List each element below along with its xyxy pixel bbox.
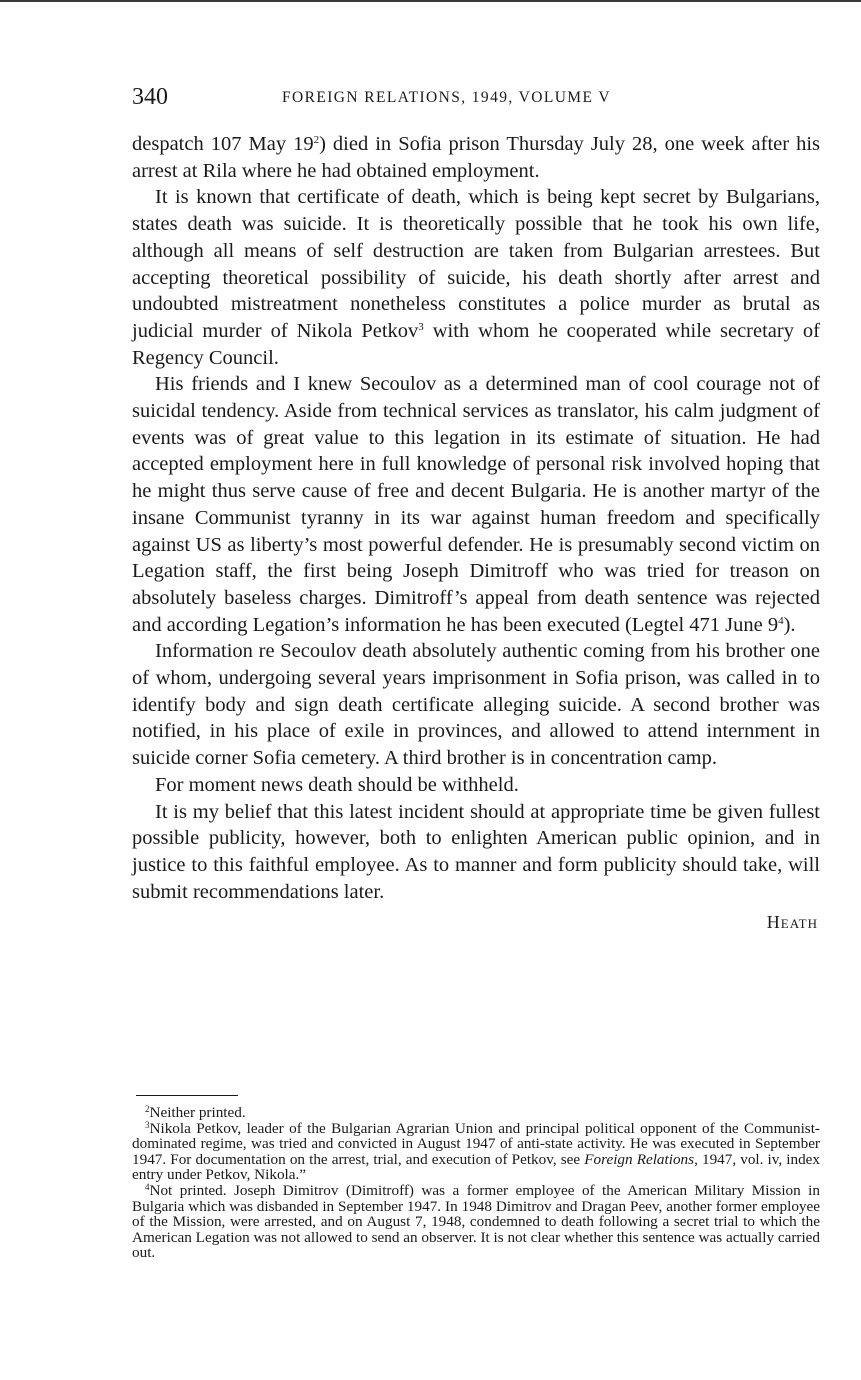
- running-head: FOREIGN RELATIONS, 1949, VOLUME V: [282, 89, 611, 106]
- footnote: [132, 1105, 820, 1121]
- footnote-number: 2: [145, 1104, 150, 1114]
- footnote-italic: Foreign Relations: [584, 1150, 695, 1168]
- paragraph: Information re Secoulov death absolutely authentic coming from his brother one of whom, undergoing several years imprisonment in Sofia prison, was called in to identify body and sign death certificate alleging suicide. A second brother was notified, in his place of exile in provinces, and allowed to attend internment in suicide corner Sofia cemetery. A third brother is in concentration camp.: [132, 640, 820, 770]
- text-span: ).: [783, 613, 796, 636]
- signature: Heath: [766, 912, 818, 933]
- text-span: His friends and I knew Secoulov as a determined man of cool courage not of suicidal tendency. Aside from technical services as translator, his calm judgment of events was of great value to this legation in its estimate of situation. He had accepted employment here in full knowledge of personal risk involved hoping that he might thus serve cause of free and decent Bulgaria. He is another martyr of the insane Communist tyranny in its war against human freedom and specifically against US as liberty’s most powerful defender. He is presumably second victim on Legation staff, the first being Joseph Dimitroff who was tried for treason on absolutely baseless charges. Dimitroff’s appeal from death sentence was rejected and according Legation’s information he has been executed (Legtel 471 June 9: [132, 373, 820, 636]
- footnote-number: 4: [145, 1181, 150, 1192]
- text-span: with whom he cooperated while secretary of Regency Council.: [132, 319, 820, 369]
- paragraph: [132, 184, 820, 371]
- body-text: [132, 131, 820, 936]
- footnote-ref: 2: [313, 134, 320, 146]
- paragraph: For moment news death should be withheld.: [155, 773, 519, 796]
- footnote-divider: [136, 1095, 238, 1096]
- paragraph: It is my belief that this latest incident should at appropriate time be given fullest possible publicity, however, both to enlighten American public opinion, and in justice to this faithful employee. As to manner and form publicity should take, will submit recommendations later.: [132, 800, 820, 903]
- text-span: ) died in Sofia prison Thursday July 28, one week after his arrest at Rila where he had obtained employment.: [132, 133, 821, 182]
- top-border-line: [0, 0, 861, 2]
- footnote: [132, 1121, 820, 1183]
- footnotes: [132, 1105, 820, 1261]
- text-span: Nikola Petkov: [296, 319, 419, 342]
- page-header: [132, 84, 820, 114]
- paragraph-continued: [132, 131, 820, 184]
- footnote-text: Nikola Petkov, leader of the Bulgarian Agrarian Union and principal political opponent of the Communist-dominated regime, was tried and convicted in August 1947 of anti-state activity. He was executed in September 1947. For documentation on the arrest, trial, and execution of Petkov, see: [132, 1119, 820, 1168]
- text-span: despatch 107 May 19: [132, 133, 314, 155]
- footnote-ref: 3: [418, 320, 424, 333]
- page-number: 340: [132, 84, 168, 110]
- footnote-ref: 4: [778, 614, 784, 627]
- footnote-text: Neither printed.: [149, 1104, 246, 1121]
- paragraph: [132, 371, 820, 638]
- footnote: [132, 1183, 820, 1261]
- footnote-number: 3: [145, 1119, 150, 1130]
- footnote-text: Not printed. Joseph Dimitrov (Dimitroff) was a former employee of the American Military Mission in Bulgaria which was disbanded in September 1947. In 1948 Dimitrov and Dragan Peev, another former employee of the Mission, were arrested, and on August 7, 1948, condemned to death following a secret trial to which the American Legation was not allowed to send an observer. It is not clear whether this sentence was actually carried out.: [132, 1181, 820, 1262]
- footnote-text: , 1947, vol. iv, index entry under Petkov, Nikola.”: [132, 1150, 821, 1184]
- text-span: It is known that certificate of death, which is being kept secret by Bulgarians, states death was suicide. It is theoretically possible that he took his own life, although all means of self destruction are taken from Bulgarian arrestees. But accepting theoretical possibility of suicide, his death shortly after arrest and undoubted mistreatment nonetheless constitutes a police murder as brutal as judicial murder of: [132, 186, 820, 342]
